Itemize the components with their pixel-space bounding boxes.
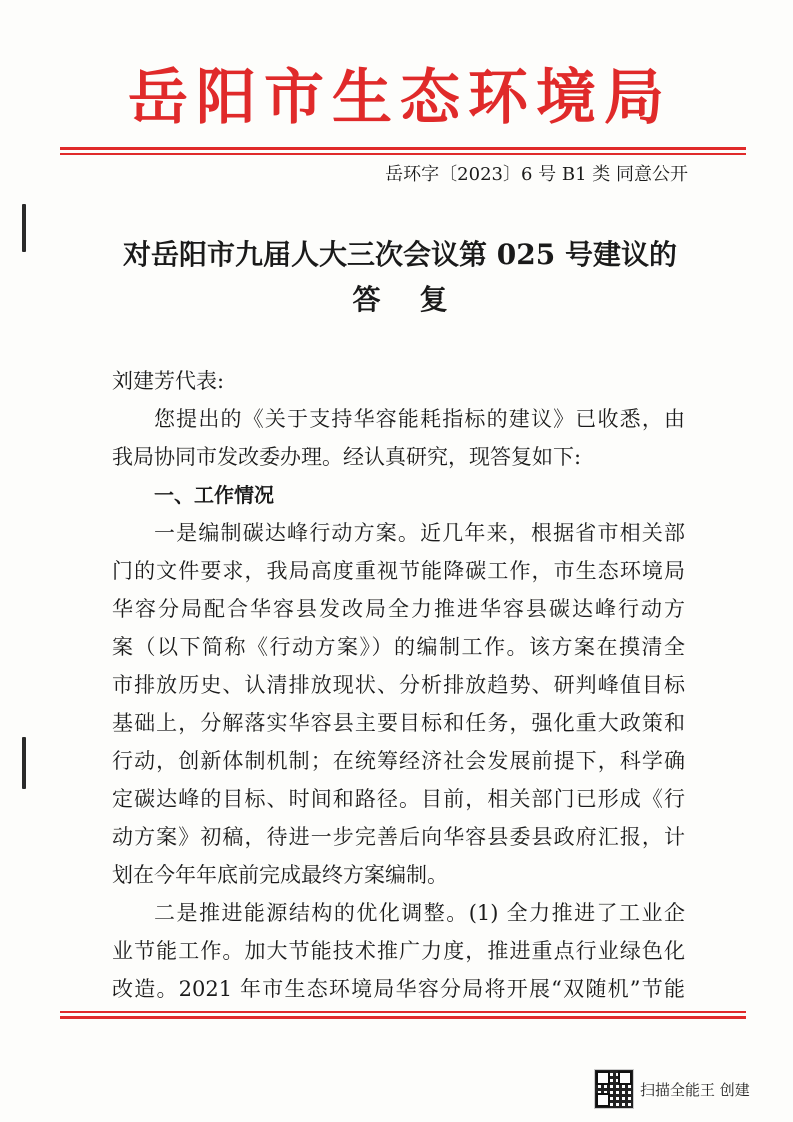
header-rule-thick (60, 147, 746, 150)
body-line: 行动，创新体制机制；在统筹经济社会发展前提下，科学确 (112, 749, 685, 773)
body-line: 划在今年年底前完成最终方案编制。 (112, 863, 448, 887)
body-line: 您提出的《关于支持华容能耗指标的建议》已收悉，由 (154, 407, 685, 431)
body-line: 业节能工作。加大节能技术推广力度，推进重点行业绿色化 (112, 939, 685, 963)
body-line: 一是编制碳达峰行动方案。近几年来，根据省市相关部 (154, 521, 685, 545)
body-line: 案（以下简称《行动方案》）的编制工作。该方案在摸清全 (112, 635, 685, 659)
qr-code-icon (594, 1069, 634, 1109)
document-title-line-1: 对岳阳市九届人大三次会议第 025 号建议的 (123, 238, 677, 271)
body-line: 动方案》初稿，待进一步完善后向华容县委县政府汇报，计 (112, 825, 685, 849)
body-line: 门的文件要求，我局高度重视节能降碳工作，市生态环境局 (112, 559, 685, 583)
salutation: 刘建芳代表: (112, 369, 225, 393)
margin-mark-top (22, 204, 26, 252)
body-line: 改造。2021 年市生态环境局华容分局将开展“双随机”节能 (112, 977, 685, 1001)
body-line: 基础上，分解落实华容县主要目标和任务，强化重大政策和 (112, 711, 685, 735)
body-line: 我局协同市发改委办理。经认真研究，现答复如下: (112, 445, 582, 469)
scanner-watermark (594, 1067, 750, 1111)
margin-mark-middle (22, 737, 26, 789)
body-line: 市排放历史、认清排放现状、分析排放趋势、研判峰值目标 (112, 673, 685, 697)
footer-rule-thin (60, 1011, 746, 1013)
document-title-line-2: 答 复 (352, 283, 448, 316)
document-number: 岳环字〔2023〕6 号 B1 类 同意公开 (385, 164, 688, 185)
scanner-label: 扫描全能王 创建 (640, 1080, 750, 1099)
footer-rule-thick (60, 1016, 746, 1019)
body-line: 定碳达峰的目标、时间和路径。目前，相关部门已形成《行 (112, 787, 685, 811)
body-line: 华容分局配合华容县发改局全力推进华容县碳达峰行动方 (112, 597, 685, 621)
body-line: 二是推进能源结构的优化调整。(1) 全力推进了工业企 (154, 901, 685, 925)
header-rule-thin (60, 153, 746, 155)
organization-header: 岳阳市生态环境局 (128, 63, 672, 133)
section-heading: 一、工作情况 (154, 483, 274, 507)
